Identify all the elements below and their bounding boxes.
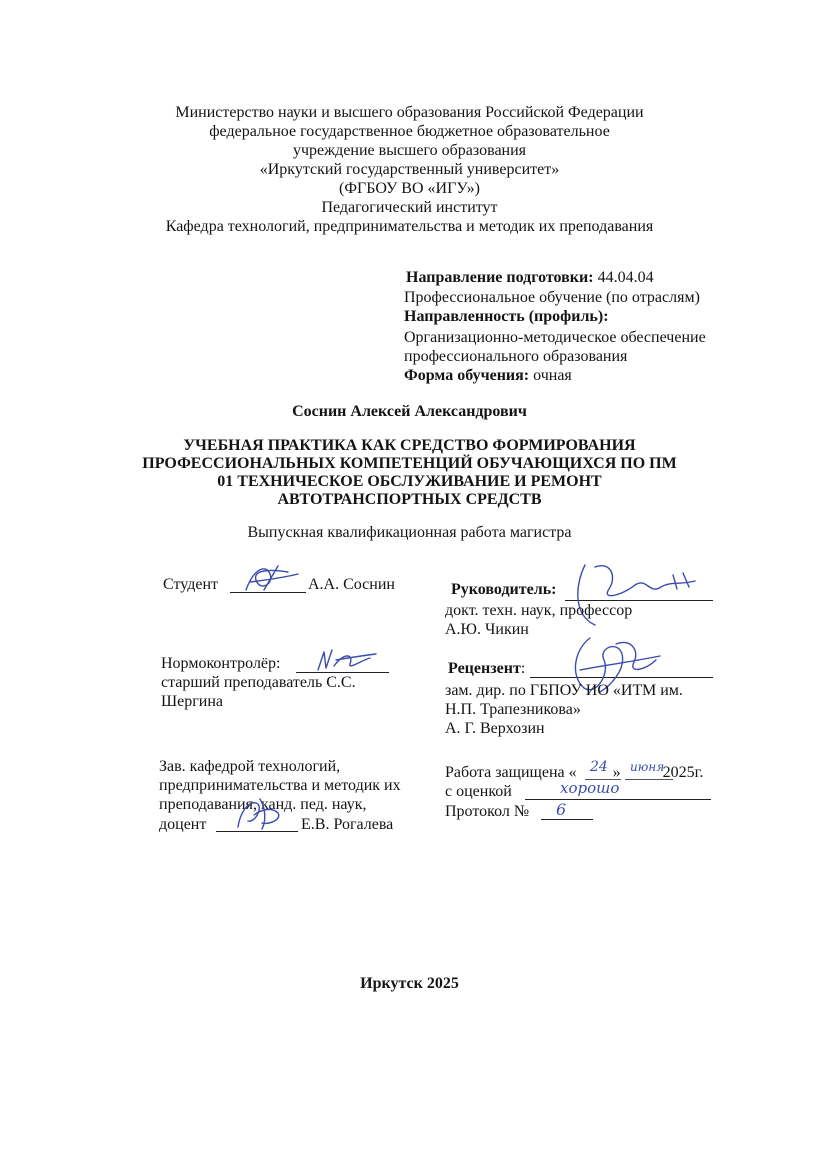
defense-day-close: »	[612, 764, 621, 781]
profile-line-2: профессионального образования	[404, 348, 628, 365]
normcontrol-position: старший преподаватель С.С.	[161, 674, 356, 691]
head-line-1: Зав. кафедрой технологий,	[159, 758, 341, 775]
thesis-title-line-4: АВТОТРАНСПОРТНЫХ СРЕДСТВ	[277, 491, 542, 508]
student-label: Студент	[163, 576, 219, 593]
student-signature	[236, 560, 306, 600]
reviewer-position: зам. дир. по ГБПОУ ИО «ИТМ им.	[445, 682, 683, 699]
direction-label: Направление подготовки:	[406, 269, 594, 286]
head-label: доцент	[159, 816, 207, 833]
direction-code: 44.04.04	[593, 269, 654, 286]
defense-month-underline	[625, 779, 673, 780]
grade-line	[525, 799, 711, 800]
direction-name: Профессиональное обучение (по отраслям)	[404, 289, 700, 306]
department-name: Кафедра технологий, предпринимательства и методик их преподавания	[165, 218, 654, 235]
reviewer-position-2: Н.П. Трапезникова»	[445, 701, 581, 718]
supervisor-name: А.Ю. Чикин	[445, 621, 529, 638]
supervisor-label: Руководитель:	[451, 581, 557, 598]
grade-value: хорошо	[560, 779, 620, 797]
work-type: Выпускная квалификационная работа магистра	[247, 524, 572, 541]
head-signature	[226, 793, 290, 833]
defense-day: 24	[590, 759, 608, 775]
profile-line-1: Организационно-методическое обеспечение	[404, 329, 706, 346]
defense-year: 2025г.	[662, 764, 704, 781]
reviewer-colon: :	[520, 660, 526, 677]
profile-label: Направленность (профиль):	[404, 308, 609, 325]
study-form-value: очная	[529, 367, 572, 384]
defense-month: июня	[630, 760, 665, 774]
reviewer-name: А. Г. Верхозин	[445, 720, 545, 737]
thesis-title-line-2: ПРОФЕССИОНАЛЬНЫХ КОМПЕТЕНЦИЙ ОБУЧАЮЩИХСЯ ПО ПМ	[142, 455, 677, 472]
study-form-line	[404, 366, 572, 386]
protocol-line	[541, 819, 593, 820]
institute-name: Педагогический институт	[321, 199, 498, 216]
head-line-2: предпринимательства и методик их	[159, 777, 401, 794]
supervisor-degree: докт. техн. наук, профессор	[445, 602, 633, 619]
university-type-line: федеральное государственное бюджетное образовательное	[209, 123, 610, 140]
thesis-title-line-1: УЧЕБНАЯ ПРАКТИКА КАК СРЕДСТВО ФОРМИРОВАНИЯ	[183, 437, 636, 454]
reviewer-label: Рецензент	[448, 660, 521, 677]
university-name: «Иркутский государственный университет»	[259, 161, 560, 178]
study-form-label: Форма обучения:	[404, 367, 530, 384]
supervisor-signature	[565, 555, 715, 635]
head-line-3: преподавания, канд. пед. наук,	[159, 796, 367, 813]
ministry-line: Министерство науки и высшего образования Российской Федерации	[175, 104, 644, 121]
normcontrol-name: Шергина	[161, 693, 224, 710]
protocol-value: 6	[556, 800, 567, 819]
direction-line	[406, 268, 654, 288]
defense-label: Работа защищена «	[445, 764, 577, 781]
institution-line: учреждение высшего образования	[292, 142, 527, 159]
grade-label: с оценкой	[445, 783, 512, 800]
normcontrol-label: Нормоконтролёр:	[161, 655, 281, 672]
university-abbr: (ФГБОУ ВО «ИГУ»)	[339, 180, 480, 197]
author-name: Соснин Алексей Александрович	[292, 403, 527, 420]
student-name: А.А. Соснин	[308, 576, 395, 593]
city-year: Иркутск 2025	[360, 975, 459, 992]
reviewer-line	[448, 659, 525, 679]
protocol-label: Протокол №	[445, 803, 530, 820]
thesis-title-line-3: 01 ТЕХНИЧЕСКОЕ ОБСЛУЖИВАНИЕ И РЕМОНТ	[217, 473, 602, 490]
head-name: Е.В. Рогалева	[301, 816, 394, 833]
